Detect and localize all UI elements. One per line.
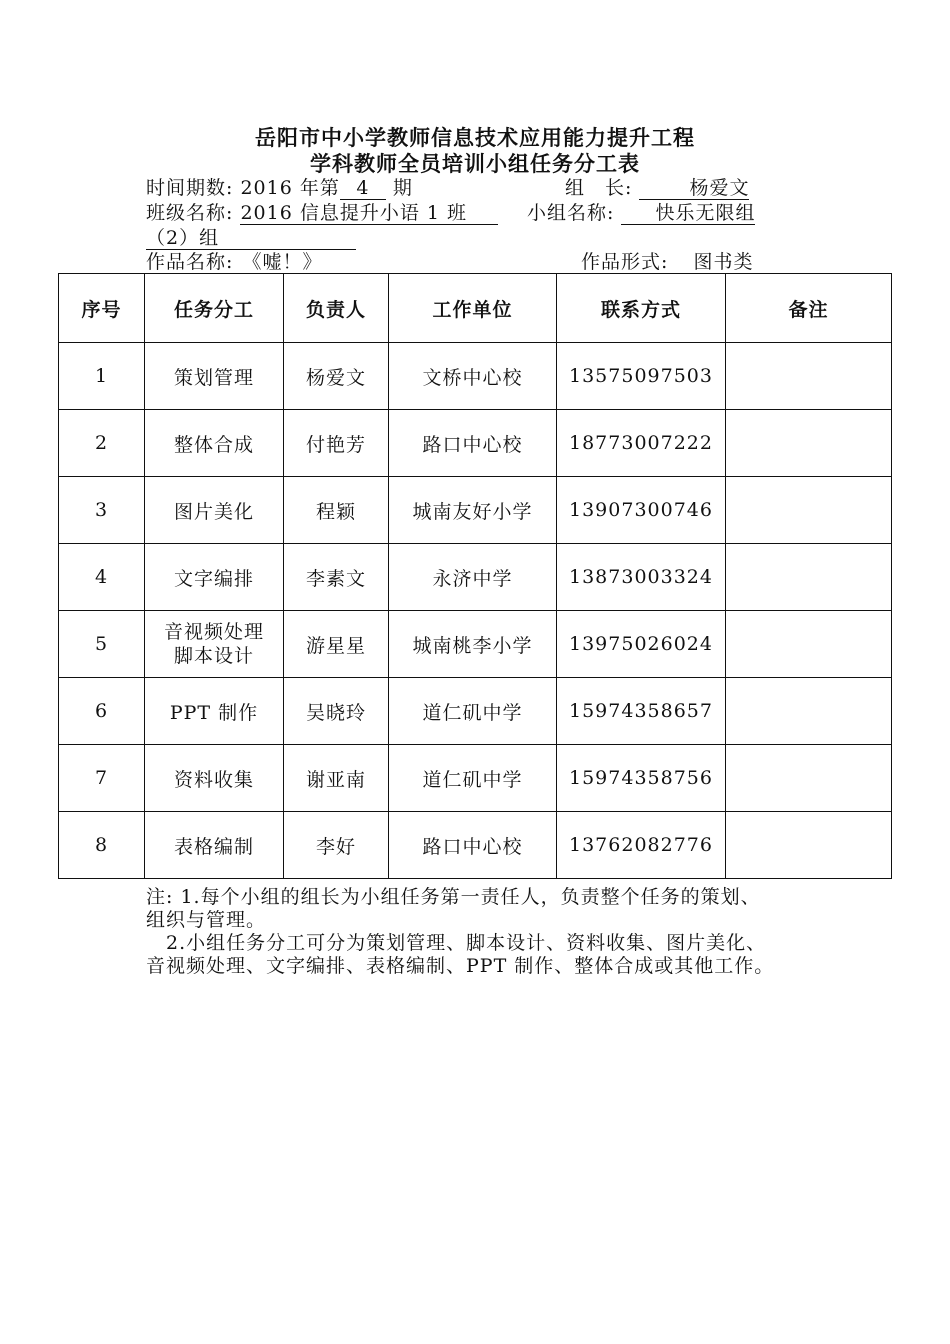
cell-note bbox=[726, 611, 892, 678]
class-label: 班级名称: bbox=[146, 202, 234, 224]
cell-note bbox=[726, 410, 892, 477]
cell-note bbox=[726, 812, 892, 879]
group-value-cont: （2）组 bbox=[146, 227, 356, 250]
work-value: 《嘘！》 bbox=[240, 251, 432, 274]
cell-number: 7 bbox=[59, 745, 145, 812]
cell-number: 6 bbox=[59, 678, 145, 745]
cell-person: 吴晓玲 bbox=[284, 678, 389, 745]
cell-phone: 15974358756 bbox=[557, 745, 726, 812]
cell-phone: 13975026024 bbox=[557, 611, 726, 678]
cell-person: 游星星 bbox=[284, 611, 389, 678]
form-value: 图书类 bbox=[675, 251, 753, 274]
cell-phone: 13873003324 bbox=[557, 544, 726, 611]
cell-phone: 13762082776 bbox=[557, 812, 726, 879]
cell-person: 杨爱文 bbox=[284, 343, 389, 410]
table-row bbox=[59, 678, 892, 745]
cell-person: 程颖 bbox=[284, 477, 389, 544]
cell-note bbox=[726, 745, 892, 812]
header-contact: 联系方式 bbox=[557, 274, 726, 343]
table-row bbox=[59, 611, 892, 678]
cell-number: 5 bbox=[59, 611, 145, 678]
header-number: 序号 bbox=[59, 274, 145, 343]
table-header-row bbox=[59, 274, 892, 343]
cell-phone: 13907300746 bbox=[557, 477, 726, 544]
form-label: 作品形式: bbox=[581, 251, 669, 273]
leader-value: 杨爱文 bbox=[639, 177, 749, 200]
note-line-2: 组织与管理。 bbox=[146, 909, 267, 931]
leader-label: 组 长: bbox=[565, 177, 633, 199]
table-row bbox=[59, 745, 892, 812]
cell-phone: 15974358657 bbox=[557, 678, 726, 745]
cell-phone: 18773007222 bbox=[557, 410, 726, 477]
period-suffix: 期 bbox=[392, 177, 413, 199]
group-field bbox=[527, 201, 755, 225]
note-line-1: 注: 1.每个小组的组长为小组任务第一责任人，负责整个任务的策划、 bbox=[146, 886, 761, 908]
header-note: 备注 bbox=[726, 274, 892, 343]
task-table bbox=[58, 273, 892, 879]
cell-unit: 路口中心校 bbox=[389, 410, 557, 477]
cell-task: 策划管理 bbox=[145, 343, 284, 410]
cell-unit: 城南友好小学 bbox=[389, 477, 557, 544]
notes bbox=[146, 886, 846, 978]
cell-task: PPT 制作 bbox=[145, 678, 284, 745]
header-person: 负责人 bbox=[284, 274, 389, 343]
form-field bbox=[581, 250, 753, 274]
cell-task: 整体合成 bbox=[145, 410, 284, 477]
work-label: 作品名称: bbox=[146, 251, 234, 273]
cell-unit: 道仁矶中学 bbox=[389, 745, 557, 812]
cell-number: 1 bbox=[59, 343, 145, 410]
cell-number: 4 bbox=[59, 544, 145, 611]
cell-number: 3 bbox=[59, 477, 145, 544]
cell-number: 2 bbox=[59, 410, 145, 477]
cell-unit: 道仁矶中学 bbox=[389, 678, 557, 745]
cell-task: 文字编排 bbox=[145, 544, 284, 611]
cell-unit: 永济中学 bbox=[389, 544, 557, 611]
note-line-4: 音视频处理、文字编排、表格编制、PPT 制作、整体合成或其他工作。 bbox=[146, 955, 775, 977]
cell-task bbox=[145, 611, 284, 678]
table-row bbox=[59, 477, 892, 544]
cell-person: 付艳芳 bbox=[284, 410, 389, 477]
document-title-line2: 学科教师全员培训小组任务分工表 bbox=[310, 151, 640, 176]
header-task: 任务分工 bbox=[145, 274, 284, 343]
class-field bbox=[146, 201, 498, 225]
class-value: 2016 信息提升小语 1 班 bbox=[240, 202, 498, 225]
cell-unit: 城南桃李小学 bbox=[389, 611, 557, 678]
cell-task: 资料收集 bbox=[145, 745, 284, 812]
cell-phone: 13575097503 bbox=[557, 343, 726, 410]
cell-note bbox=[726, 544, 892, 611]
cell-person: 谢亚南 bbox=[284, 745, 389, 812]
table-row bbox=[59, 544, 892, 611]
cell-note bbox=[726, 678, 892, 745]
cell-task: 图片美化 bbox=[145, 477, 284, 544]
cell-unit: 文桥中心校 bbox=[389, 343, 557, 410]
cell-task-line2: 脚本设计 bbox=[173, 645, 254, 667]
cell-person: 李好 bbox=[284, 812, 389, 879]
table-row bbox=[59, 410, 892, 477]
leader-field bbox=[565, 176, 749, 200]
period-year: 2016 年第 bbox=[240, 177, 340, 199]
note-line-3: 2.小组任务分工可分为策划管理、脚本设计、资料收集、图片美化、 bbox=[146, 932, 767, 954]
period-field bbox=[146, 176, 413, 200]
group-label: 小组名称: bbox=[527, 202, 615, 224]
group-value: 快乐无限组 bbox=[621, 202, 755, 225]
period-label: 时间期数: bbox=[146, 177, 234, 199]
cell-number: 8 bbox=[59, 812, 145, 879]
document-title-line1: 岳阳市中小学教师信息技术应用能力提升工程 bbox=[255, 125, 695, 150]
table-row bbox=[59, 812, 892, 879]
header-unit: 工作单位 bbox=[389, 274, 557, 343]
cell-person: 李素文 bbox=[284, 544, 389, 611]
table-row bbox=[59, 343, 892, 410]
work-field bbox=[146, 250, 432, 274]
group-value-continued bbox=[146, 226, 356, 250]
cell-task-line1: 音视频处理 bbox=[163, 621, 264, 643]
period-number: 4 bbox=[340, 177, 386, 200]
cell-task: 表格编制 bbox=[145, 812, 284, 879]
cell-note bbox=[726, 343, 892, 410]
cell-unit: 路口中心校 bbox=[389, 812, 557, 879]
cell-note bbox=[726, 477, 892, 544]
